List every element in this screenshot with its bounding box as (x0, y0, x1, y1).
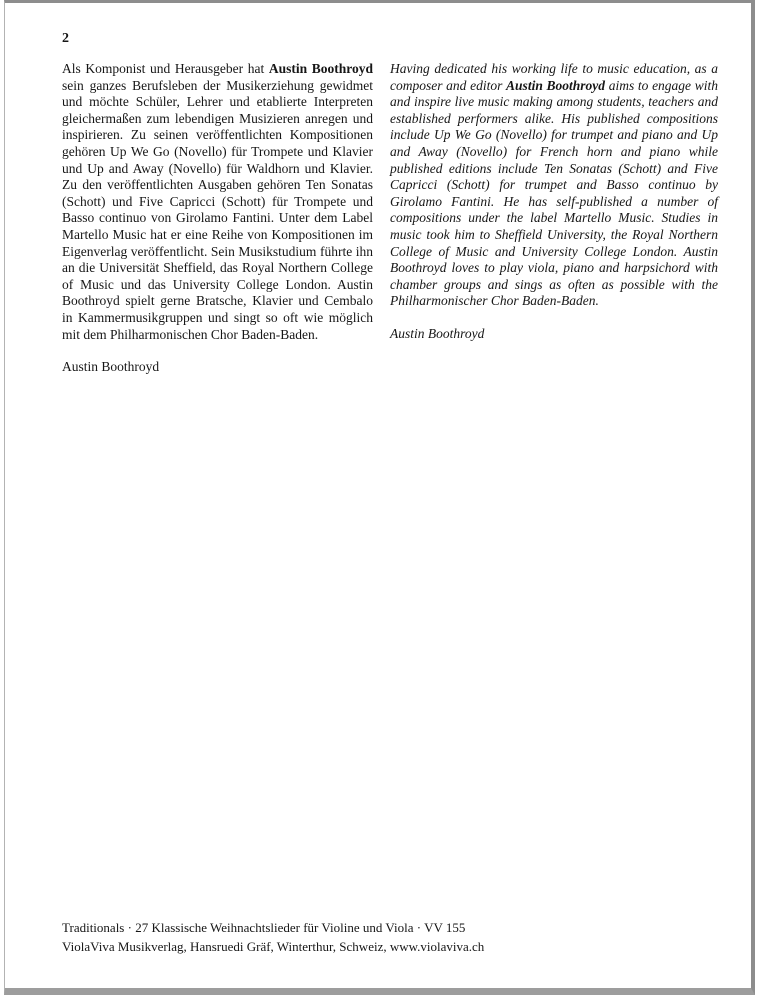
author-name-bold-german: Austin Boothroyd (268, 61, 373, 76)
german-bio-text-pre: Als Komponist und Herausgeber hat (62, 61, 269, 76)
english-bio-column (390, 61, 718, 376)
page-footer (62, 919, 484, 956)
english-signature: Austin Boothroyd (390, 325, 485, 341)
page-number: 2 (62, 31, 69, 46)
english-bio-text-pre: Having dedicated his working life to music education, as a composer and editor (390, 61, 718, 93)
bio-columns (62, 61, 718, 376)
german-bio-column (62, 61, 373, 376)
footer-publisher-line: ViolaViva Musikverlag, Hansruedi Gräf, Winterthur, Schweiz, www.violaviva.ch (62, 938, 485, 954)
footer-edition-line: Traditionals · 27 Klassische Weihnachtslieder für Violine und Viola · VV 155 (62, 920, 466, 935)
german-bio-paragraph (62, 61, 373, 343)
english-bio-text-post: aims to engage with and inspire live music making among students, teachers and established performers alike. His published compositions include Up We Go (Novello) for trumpet and piano and Up and Away (Novello) for French horn and piano while published editions include Ten Sonatas (Schott) and Five Capricci (Schott) for trumpet and Basso continuo by Girolamo Fantini. He has self-published a number of compositions under the label Martello Music. Studies in music took him to Sheffield University, the Royal Northern College of Music and University College London. Austin Boothroyd loves to play viola, piano and harpsichord with chamber groups and sings as often as possible with the Philharmonischer Chor Baden-Baden. (390, 77, 718, 309)
german-bio-text-post: sein ganzes Berufsleben der Musikerziehung gewidmet und möchte Schüler, Lehrer und etablierte Interpreten gleichermaßen zum lebendigen Musizieren anregen und inspirieren. Zu seinen veröffentlichten Kompositionen gehören Up We Go (Novello) für Trompete und Klavier und Up and Away (Novello) für Waldhorn und Klavier. Zu den veröffentlichten Ausgaben gehören Ten Sonatas (Schott) und Five Capricci (Schott) für Trompete und Basso continuo von Girolamo Fantini. Unter dem Label Martello Music hat er eine Reihe von Kompositionen im Eigenverlag veröffentlicht. Sein Musikstudium führte ihn an die Universität Sheffield, das Royal Northern College of Music und das University College London. Austin Boothroyd spielt gerne Bratsche, Klavier und Cembalo in Kammermusikgruppen und singt so oft wie möglich mit dem Philharmonischen Chor Baden-Baden. (62, 77, 373, 342)
author-name-bold-english: Austin Boothroyd (506, 77, 606, 93)
document-page (4, 0, 755, 995)
english-bio-paragraph (390, 61, 718, 310)
german-signature: Austin Boothroyd (62, 359, 160, 375)
